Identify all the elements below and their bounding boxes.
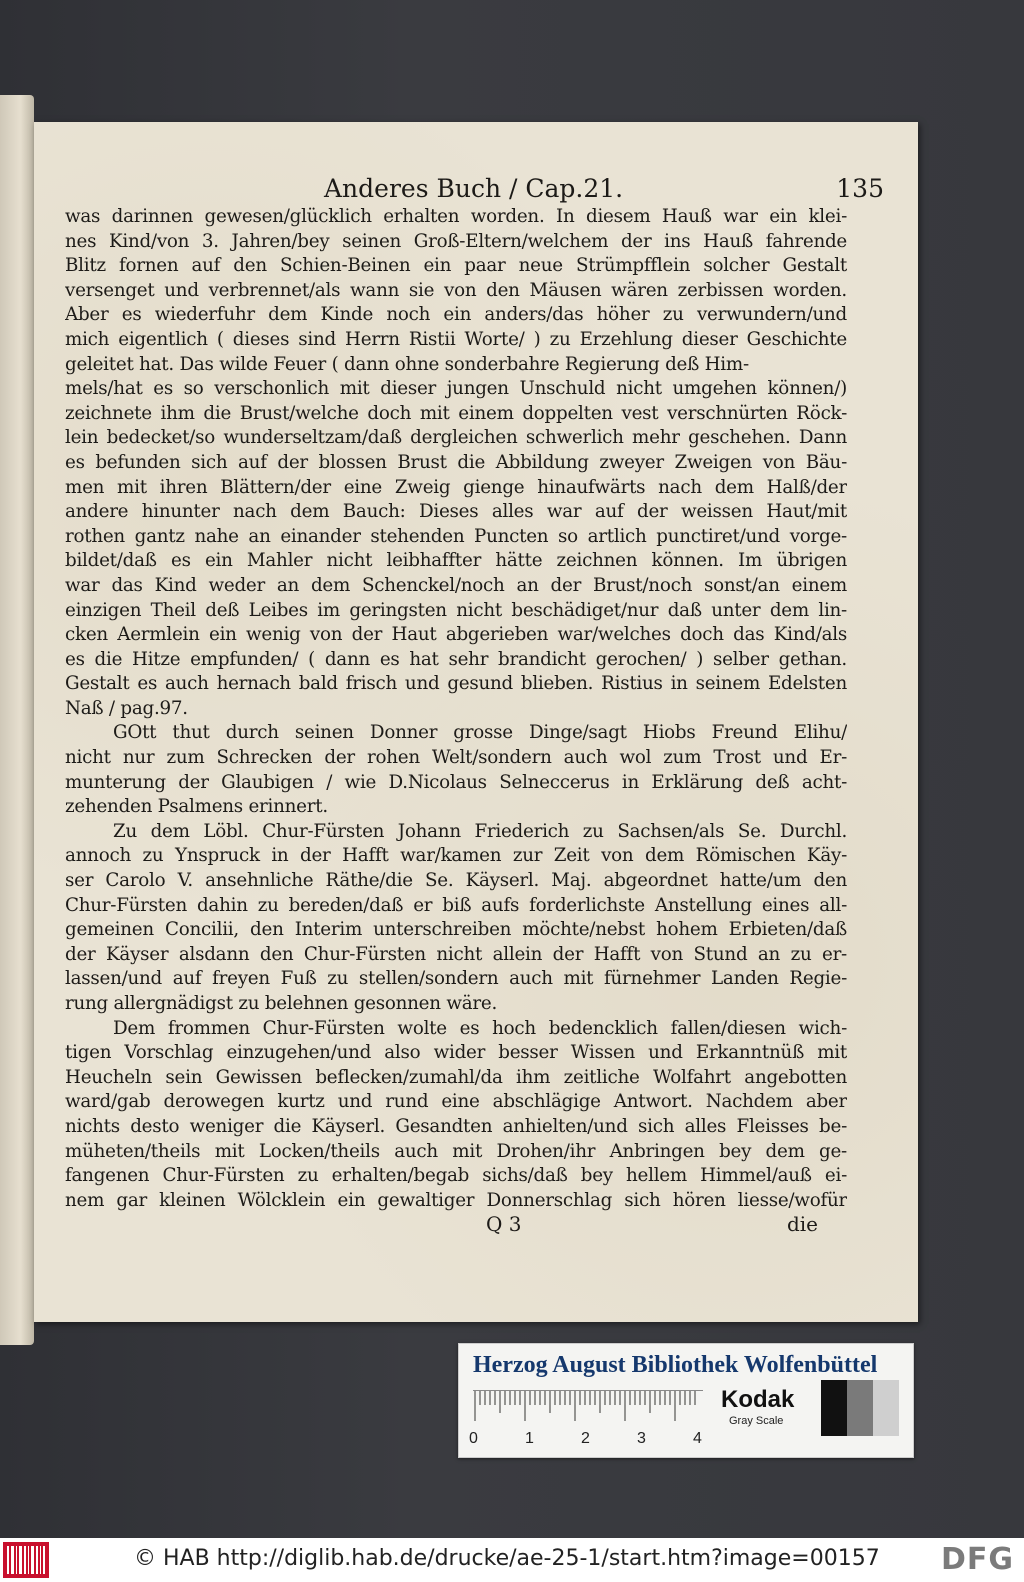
kodak-logo: Kodak bbox=[721, 1386, 795, 1413]
text-line: es befunden sich auf der blossen Brust die Abbildung zweyer Zweigen von Bäu- bbox=[65, 451, 847, 473]
text-line: zehenden Psalmens erinnert. bbox=[65, 796, 328, 818]
text-line: ser Carolo V. ansehnliche Räthe/die Se. Käyserl. Maj. abgeordnet hatte/um den bbox=[65, 870, 847, 892]
copyright-url[interactable]: © HAB http://diglib.hab.de/drucke/ae-25-1/start.htm?image=00157 bbox=[134, 1546, 880, 1571]
text-line: Naß / pag.97. bbox=[65, 697, 188, 719]
running-title: Anderes Buch / Cap.21. bbox=[324, 174, 624, 203]
text-line: ward/gab derowegen kurtz und rund eine abschlägige Antwort. Nachdem aber bbox=[65, 1091, 847, 1113]
ruler-number: 1 bbox=[525, 1430, 534, 1447]
body-text bbox=[65, 205, 847, 1213]
text-line: andere hinunter nach dem Bauch: Dieses alles war auf der weissen Haut/mit bbox=[65, 501, 847, 523]
gray-swatch bbox=[873, 1380, 899, 1436]
text-line: Dem frommen Chur-Fürsten wolte es hoch bedencklich fallen/diesen wich- bbox=[113, 1017, 847, 1039]
text-line: geleitet hat. Das wilde Feuer ( dann ohne sonderbahre Regierung deß Him- bbox=[65, 353, 749, 375]
text-line: tigen Vorschlag einzugehen/und also wider besser Wissen und Erkanntnüß mit bbox=[65, 1042, 847, 1064]
text-line: munterung der Glaubigen / wie D.Nicolaus Selneccerus in Erklärung deß acht- bbox=[65, 771, 847, 793]
page-foot bbox=[34, 1212, 918, 1242]
barcode-icon bbox=[3, 1542, 49, 1578]
ruler-number: 0 bbox=[469, 1430, 478, 1447]
footer-bar bbox=[0, 1538, 1024, 1582]
library-name: Herzog August Bibliothek Wolfenbüttel bbox=[473, 1352, 878, 1378]
text-line: es die Hitze empfunden/ ( dann es hat sehr brandicht gerochen/ ) selber gethan. bbox=[65, 648, 847, 670]
text-line: nem gar kleinen Wölcklein ein gewaltiger Donnerschlag sich hören liesse/wofür bbox=[65, 1189, 847, 1211]
gray-swatches bbox=[821, 1380, 899, 1436]
gray-scale-label: Gray Scale bbox=[729, 1415, 784, 1427]
ruler-numbers bbox=[469, 1430, 709, 1452]
gray-swatch bbox=[847, 1380, 873, 1436]
ruler-ticks bbox=[473, 1391, 703, 1427]
text-line: versenget und verbrennet/als wann sie von den Mäusen wären zerbissen worden. bbox=[65, 279, 847, 301]
text-line: einzigen Theil deß Leibes im geringsten nicht beschädiget/nur daß unter dem lin- bbox=[65, 599, 847, 621]
dfg-logo: DFG bbox=[940, 1542, 1014, 1577]
text-line: Aber es wiederfuhr dem Kinde noch ein anders/das höher zu verwundern/und bbox=[65, 304, 847, 326]
page-number: 135 bbox=[836, 174, 884, 203]
ruler-number: 4 bbox=[693, 1430, 702, 1447]
ruler-scale bbox=[473, 1390, 703, 1427]
text-line: gemeinen Concilii, den Interim unterschreiben möchte/nebst hohem Erbieten/daß bbox=[65, 919, 847, 941]
text-line: bildet/daß es ein Mahler nicht leibhaffter hätte zeichnen können. Im übrigen bbox=[65, 550, 847, 572]
library-color-card bbox=[458, 1343, 914, 1458]
text-line: Heucheln sein Gewissen beflecken/zumahl/da ihm zeitliche Wolfahrt angebotten bbox=[65, 1066, 847, 1088]
text-line: mich eigentlich ( dieses sind Herrn Ristii Worte/ ) zu Erzehlung dieser Geschichte bbox=[65, 328, 847, 350]
text-line: müheten/theils mit Locken/theils auch mit Drohen/ihr Anbringen bey dem ge- bbox=[65, 1140, 847, 1162]
text-line: Chur-Fürsten dahin zu bereden/daß er biß aufs forderlichste Anstellung eines all- bbox=[65, 894, 847, 916]
text-line: GOtt thut durch seinen Donner grosse Dinge/sagt Hiobs Freund Elihu/ bbox=[113, 722, 847, 744]
text-line: was darinnen gewesen/glücklich erhalten worden. In diesem Hauß war ein klei- bbox=[65, 206, 847, 227]
ruler-number: 3 bbox=[637, 1430, 646, 1447]
text-line: zeichnete ihm die Brust/welche doch mit einem doppelten vest verschnürten Röck- bbox=[65, 402, 847, 424]
text-line: fangenen Chur-Fürsten zu erhalten/begab sichs/daß bey hellem Himmel/auß ei- bbox=[65, 1165, 847, 1187]
text-line: cken Aermlein ein wenig von der Haut abgerieben war/welches doch das Kind/als bbox=[65, 624, 847, 646]
text-line: mels/hat es so verschonlich mit dieser jungen Unschuld nicht umgehen können/) bbox=[65, 378, 847, 400]
text-line: men mit ihren Blättern/der eine Zweig gienge hinaufwärts nach dem Halß/der bbox=[65, 476, 847, 498]
text-line: nes Kind/von 3. Jahren/bey seinen Groß-Eltern/welchem der ins Hauß fahrende bbox=[65, 230, 847, 252]
text-line: lein bedecket/so wunderseltzam/daß dergleichen schwerlich mehr geschehen. Dann bbox=[65, 427, 847, 449]
text-line: nichts desto weniger die Käyserl. Gesandten anhielten/und sich alles Fleisses be- bbox=[65, 1115, 847, 1137]
catchword: die bbox=[786, 1212, 818, 1236]
text-line: war das Kind weder an dem Schenckel/noch an der Brust/noch sonst/an einem bbox=[65, 574, 847, 596]
previous-page-edge bbox=[0, 95, 34, 1345]
text-line: rung allergnädigst zu belehnen gesonnen wäre. bbox=[65, 993, 497, 1014]
gray-swatch bbox=[821, 1380, 847, 1436]
text-line: Zu dem Löbl. Chur-Fürsten Johann Friederich zu Sachsen/als Se. Durchl. bbox=[113, 820, 847, 842]
ruler-number: 2 bbox=[581, 1430, 590, 1447]
text-line: Gestalt es auch hernach bald frisch und gesund blieben. Ristius in seinem Edelsten bbox=[65, 673, 847, 695]
text-line: der Käyser alsdann den Chur-Fürsten nicht allein der Hafft von Stund an zu er- bbox=[65, 943, 847, 965]
text-line: nicht nur zum Schrecken der rohen Welt/sondern auch wol zum Trost und Er- bbox=[65, 747, 847, 769]
signature-mark: Q 3 bbox=[486, 1212, 522, 1236]
text-line: annoch zu Ynspruck in der Hafft war/kamen zur Zeit von dem Römischen Käy- bbox=[65, 845, 847, 867]
text-line: rothen gantz nahe an einander stehenden Puncten so artlich punctiret/und vorge- bbox=[65, 525, 847, 547]
book-page bbox=[34, 122, 918, 1322]
text-line: lassen/und auf freyen Fuß zu stellen/sondern auch mit fürnehmer Landen Regie- bbox=[65, 968, 847, 990]
text-line: Blitz fornen auf den Schien-Beinen ein paar neue Strümpfflein solcher Gestalt bbox=[65, 255, 847, 277]
